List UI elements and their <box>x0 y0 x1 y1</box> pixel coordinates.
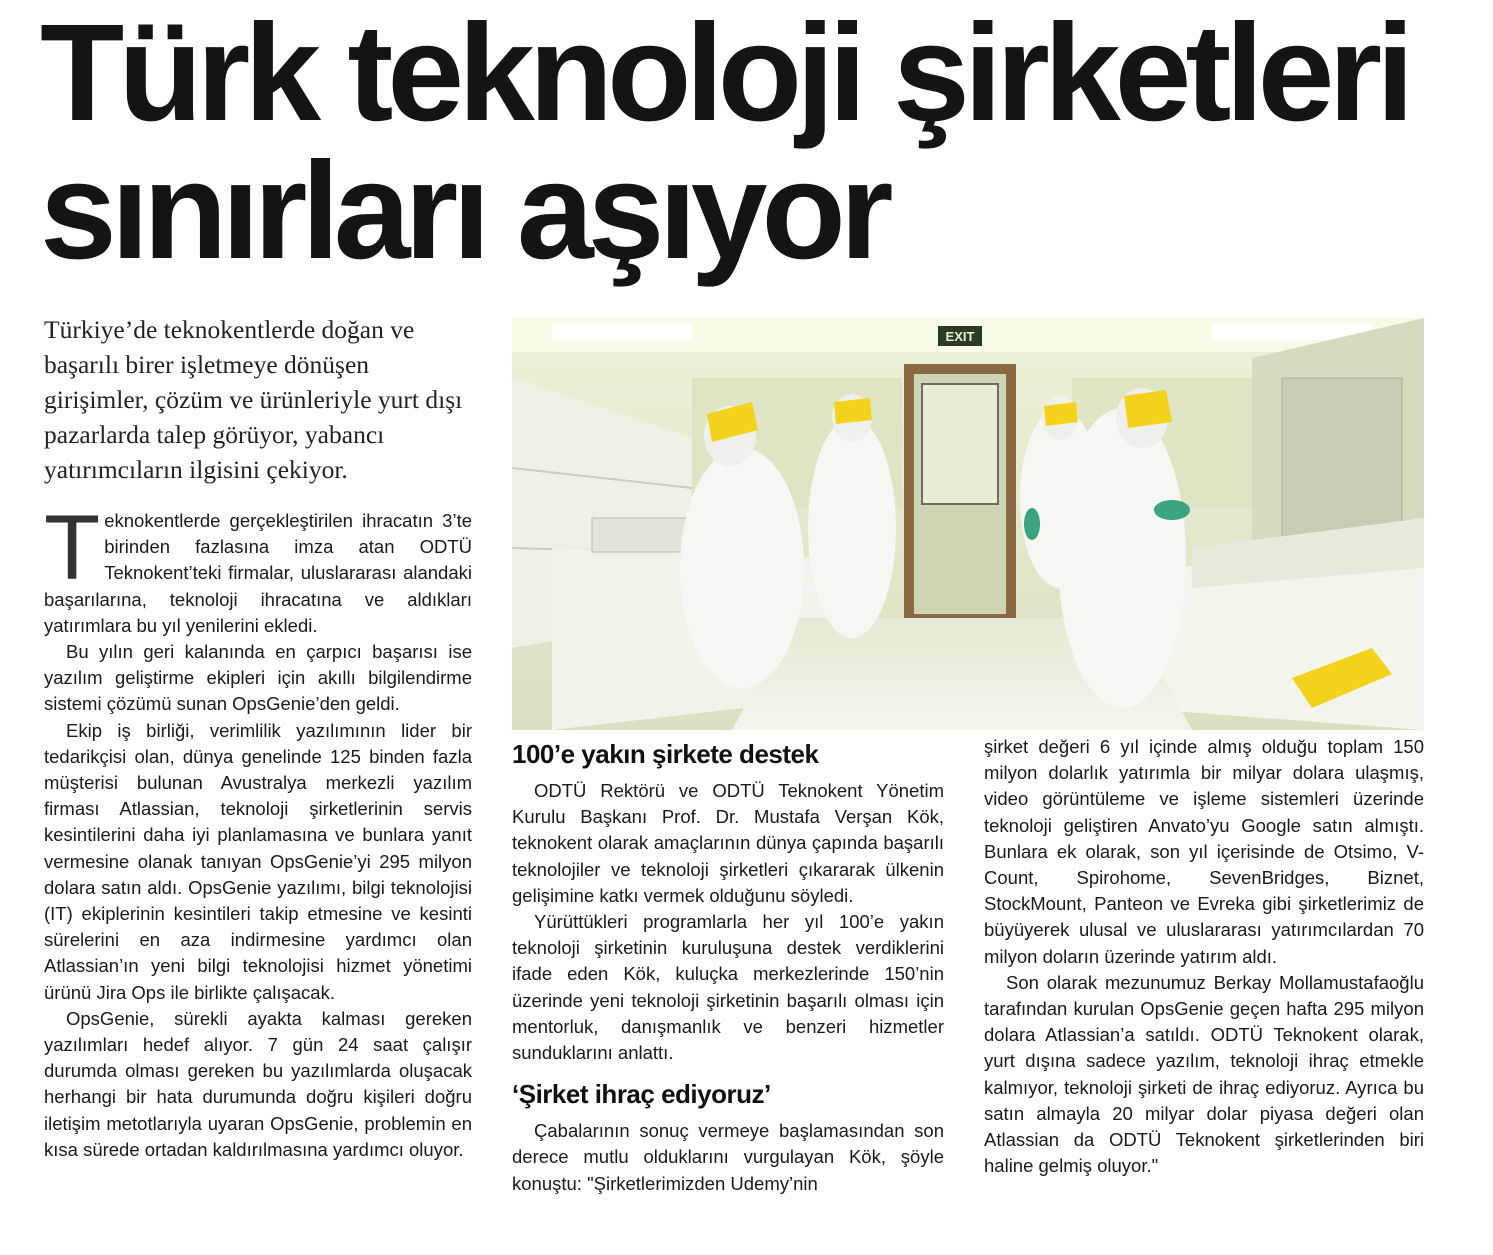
paragraph-intro <box>44 497 472 639</box>
subheading: 100’e yakın şirkete destek <box>512 739 819 769</box>
headline-line-1: Türk teknoloji şirketleri <box>40 0 1409 150</box>
headline-line-2: sınırları aşıyor <box>40 134 888 288</box>
cleanroom-illustration <box>512 318 1424 730</box>
article-column-1 <box>44 497 472 1163</box>
article-column-2 <box>512 734 944 1197</box>
paragraph: Son olarak mezunumuz Berkay Mollamustafaoğlu tarafından kurulan OpsGenie geçen hafta 295 milyon dolara Atlassian’a satıldı. ODTÜ Teknokent olarak, yurt dışına sadece yazılım, teknoloji ihraç etmekle kalmıyor, teknoloji şirketi de ihraç ediyoruz. Ayrıca bu satın almayla 20 milyar dolar piyasa değeri olan Atlassian da ODTÜ Teknokent şirketlerinden biri haline gelmiş oluyor." <box>984 971 1424 1177</box>
exit-sign: EXIT <box>945 329 975 344</box>
paragraph: şirket değeri 6 yıl içinde almış olduğu toplam 150 milyon dolarlık yatırımla bir milyar dolara ulaşmış, video görüntüleme ve işleme sistemleri üzerinde teknoloji geliştiren Anvato’yu Google satın almıştı. Bunlara ek olarak, son yıl içerisinde de Otsimo, V-Count, Spirohome, SevenBridges, Biznet, StockMount, Panteon ve Evreka gibi şirketlerimiz de büyüyerek ulusal ve uluslararası yatırımcılardan 70 milyon doların üzerinde yatırım aldı. <box>984 736 1424 967</box>
lead-paragraph: Türkiye’de teknokentlerde doğan ve başarılı birer işletmeye dönüşen girişimler, çözüm ve ürünleriyle yurt dışı pazarlarda talep görüyor, yabancı yatırımcıların ilgisini çekiyor. <box>44 315 463 484</box>
paragraph: OpsGenie, sürekli ayakta kalması gereken yazılımları hedef alıyor. 7 gün 24 saat çalışır durumda olması gereken bu yazılımlarda oluşacak herhangi bir hata durumunda doğru kişileri doğru iletişim metotlarıyla uyaran OpsGenie, problemin en kısa sürede ortadan kaldırılmasına yardımcı oluyor. <box>44 1007 472 1160</box>
paragraph: ODTÜ Rektörü ve ODTÜ Teknokent Yönetim Kurulu Başkanı Prof. Dr. Mustafa Verşan Kök, teknokent olarak amaçlarının dünya çapında başarılı teknolojiler ve teknoloji şirketleri çıkararak ülkenin gelişimine katkı vermek olduğunu söyledi. <box>512 780 944 906</box>
paragraph: Yürüttükleri programlarla her yıl 100’e yakın teknoloji şirketinin kuruluşuna destek verdiklerini ifade eden Kök, kuluçka merkezlerinde 150’nin üzerinde yeni teknoloji şirketinin başarılı olması için mentorluk, danışmanlık ve benzeri hizmetler sunduklarını anlattı. <box>512 911 944 1064</box>
subheading: ‘Şirket ihraç ediyoruz’ <box>512 1079 771 1110</box>
cleanroom-photo <box>512 318 1424 730</box>
paragraph-intro-text: eknokentlerde gerçekleştirilen ihracatın 3’te birinden fazlasına imza atan ODTÜ Teknokent’teki firmalar, uluslararası alandaki başarılarına, teknoloji ihracatına ve aldıkları yatırımlara bu yıl yenilerini ekledi. <box>44 510 472 636</box>
paragraph: Çabalarının sonuç vermeye başlamasından son derece mutlu olduklarını vurgulayan Kök, şöyle konuştu: "Şirketlerimizden Udemy’nin <box>512 1120 944 1194</box>
drop-cap: T <box>44 497 101 599</box>
paragraph: Bu yılın geri kalanında en çarpıcı başarısı ise yazılım geliştirme ekipleri için akıllı bilgilendirme sistemi çözümü sunan OpsGenie’den geldi. <box>44 641 472 715</box>
headline <box>40 0 1480 288</box>
paragraph: Ekip iş birliği, verimlilik yazılımının lider bir tedarikçisi olan, dünya genelinde 125 binden fazla müşterisi bulunan Avustralya merkezli yazılım firması Atlassian, teknoloji şirketlerinin servis kesintilerini daha iyi planlamasına ve bunlara yanıt vermesine olanak tanıyan OpsGenie’yi 295 milyon dolara satın aldı. OpsGenie yazılımı, bilgi teknolojisi (IT) ekiplerinin kesintileri takip etmesine ve kesinti sürelerini en aza indirmesine yardımcı olan Atlassian’ın yeni bilgi teknolojisi hizmet yönetimi ürünü Jira Ops ile birlikte çalışacak. <box>44 719 472 1003</box>
article-column-3 <box>984 734 1424 1179</box>
